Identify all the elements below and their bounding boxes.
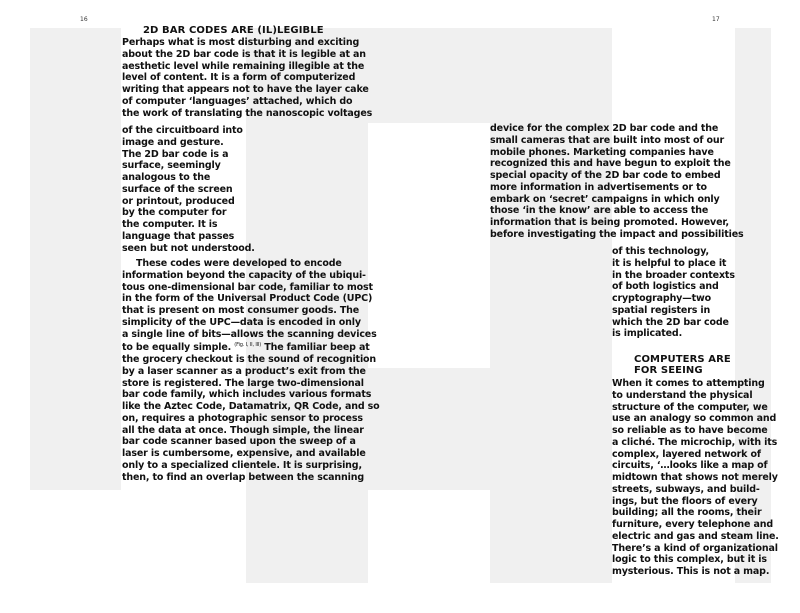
text-line: in the form of the Universal Product Code (UPC) xyxy=(122,293,373,305)
text-line: logic to this complex, but it is xyxy=(612,554,767,566)
text-line: which the 2D bar code xyxy=(612,316,729,328)
text-line: aesthetic level while remaining illegible at the xyxy=(122,60,365,72)
text-line: laser is cumbersome, expensive, and available xyxy=(122,448,366,460)
left-col-bottom xyxy=(122,258,380,483)
text-line: building; all the rooms, their xyxy=(612,507,762,519)
text-line: mobile phones. Marketing companies have xyxy=(490,146,714,158)
text-line: like the Aztec Code, Datamatrix, QR Code, and so xyxy=(122,401,380,413)
text-line: the computer. It is xyxy=(122,219,218,230)
text-line: by a laser scanner as a product’s exit from the xyxy=(122,365,366,377)
text-line: is implicated. xyxy=(612,328,683,340)
text-line: tous one-dimensional bar code, familiar to most xyxy=(122,281,373,293)
figure-reference[interactable]: (Fig. I, II, III) xyxy=(234,342,262,349)
text-line: bar code scanner based upon the sweep of a xyxy=(122,436,356,448)
text-line: of the circuitboard into xyxy=(122,125,243,136)
heading-line: COMPUTERS ARE xyxy=(634,354,731,365)
text-line: of both logistics and xyxy=(612,281,719,293)
text-line: midtown that shows not merely xyxy=(612,472,778,483)
text-line: complex, layered network of xyxy=(612,448,761,460)
section-heading-2 xyxy=(634,355,731,376)
text-line: simplicity of the UPC—data is encoded in only xyxy=(122,316,361,328)
text-line: device for the complex 2D bar code and the xyxy=(490,123,719,134)
text-line: embark on ‘secret’ campaigns in which only xyxy=(490,193,720,205)
text-line: before investigating the impact and possibilities xyxy=(490,228,744,240)
text-line: image and gesture. xyxy=(122,136,224,148)
text-line: cryptography—two xyxy=(612,293,711,304)
left-col-wide xyxy=(122,37,372,119)
page-number-right: 17 xyxy=(712,16,720,23)
text-line: then, to find an overlap between the scanning xyxy=(122,471,365,483)
text-line: electric and gas and steam line. xyxy=(612,530,779,542)
text-line: These codes were developed to encode xyxy=(136,258,342,269)
text-line: small cameras that are built into most of our xyxy=(490,134,725,146)
text-line: so reliable as to have become xyxy=(612,425,768,436)
text-line: it is helpful to place it xyxy=(612,257,727,269)
text-line: about the 2D bar code is that it is legible at an xyxy=(122,48,366,60)
text-line: circuits, ‘…looks like a map of xyxy=(612,460,768,472)
text-line: ings, but the floors of every xyxy=(612,495,758,507)
right-col-2 xyxy=(612,246,735,340)
text-line: recognized this and have begun to exploit the xyxy=(490,158,731,170)
text-line: to understand the physical xyxy=(612,389,753,401)
text-line: more information in advertisements or to xyxy=(490,181,707,193)
text-line: language that passes xyxy=(122,230,235,242)
text-line: bar code family, which includes various formats xyxy=(122,389,372,401)
text-line: streets, subways, and build- xyxy=(612,483,760,495)
right-col-2-section xyxy=(612,378,779,578)
heading-line: FOR SEEING xyxy=(634,364,703,376)
text-line: on, requires a photographic sensor to process xyxy=(122,412,363,424)
text-line: store is registered. The large two-dimensional xyxy=(122,377,364,389)
text-line: level of content. It is a form of computerized xyxy=(122,72,356,84)
text-fragment: to be equally simple. xyxy=(122,342,232,354)
text-line: structure of the computer, we xyxy=(612,401,768,413)
text-line: spatial registers in xyxy=(612,304,711,316)
text-line: writing that appears not to have the layer cake xyxy=(122,84,369,95)
text-line: information that is being promoted. However, xyxy=(490,217,729,228)
text-line: in the broader contexts xyxy=(612,269,735,281)
text-line: a cliché. The microchip, with its xyxy=(612,436,778,448)
text-line: all the data at once. Though simple, the linear xyxy=(122,424,364,436)
text-line: that is present on most consumer goods. The xyxy=(122,305,360,316)
text-line: use an analogy so common and xyxy=(612,413,777,425)
left-col-narrow xyxy=(122,125,255,254)
page-number-left: 16 xyxy=(80,16,88,23)
text-line: seen but not understood. xyxy=(122,242,255,254)
text-line: furniture, every telephone and xyxy=(612,519,773,530)
text-line: analogous to the xyxy=(122,172,211,183)
text-line: or printout, produced xyxy=(122,195,235,207)
text-line-with-fig xyxy=(122,340,380,354)
text-line: information beyond the capacity of the ubiqui- xyxy=(122,269,366,281)
text-line: There’s a kind of organizational xyxy=(612,542,778,554)
text-line: When it comes to attempting xyxy=(612,378,765,389)
text-line: mysterious. This is not a map. xyxy=(612,566,770,577)
right-col-1 xyxy=(490,123,744,241)
text-line: The 2D bar code is a xyxy=(122,148,229,160)
text-line: Perhaps what is most disturbing and exciting xyxy=(122,37,360,48)
text-line: a single line of bits—allows the scanning devices xyxy=(122,328,377,340)
text-line: of computer ‘languages’ attached, which do xyxy=(122,95,353,107)
grid-block xyxy=(30,28,121,490)
text-line: the work of translating the nanoscopic voltages xyxy=(122,107,373,119)
text-line: by the computer for xyxy=(122,207,227,219)
grid-block xyxy=(368,28,490,123)
section-heading: 2D BAR CODES ARE (IL)LEGIBLE xyxy=(143,25,324,36)
text-line: surface of the screen xyxy=(122,183,233,195)
text-line: of this technology, xyxy=(612,246,709,257)
text-line: the grocery checkout is the sound of recognition xyxy=(122,354,377,366)
text-line: special opacity of the 2D bar code to embed xyxy=(490,170,721,181)
text-fragment: The familiar beep at xyxy=(264,342,370,354)
text-line: those ‘in the know’ are able to access the xyxy=(490,205,709,217)
text-line: only to a specialized clientele. It is surprising, xyxy=(122,459,362,471)
grid-block xyxy=(368,368,490,490)
text-line: surface, seemingly xyxy=(122,160,221,172)
grid-block xyxy=(490,28,612,583)
